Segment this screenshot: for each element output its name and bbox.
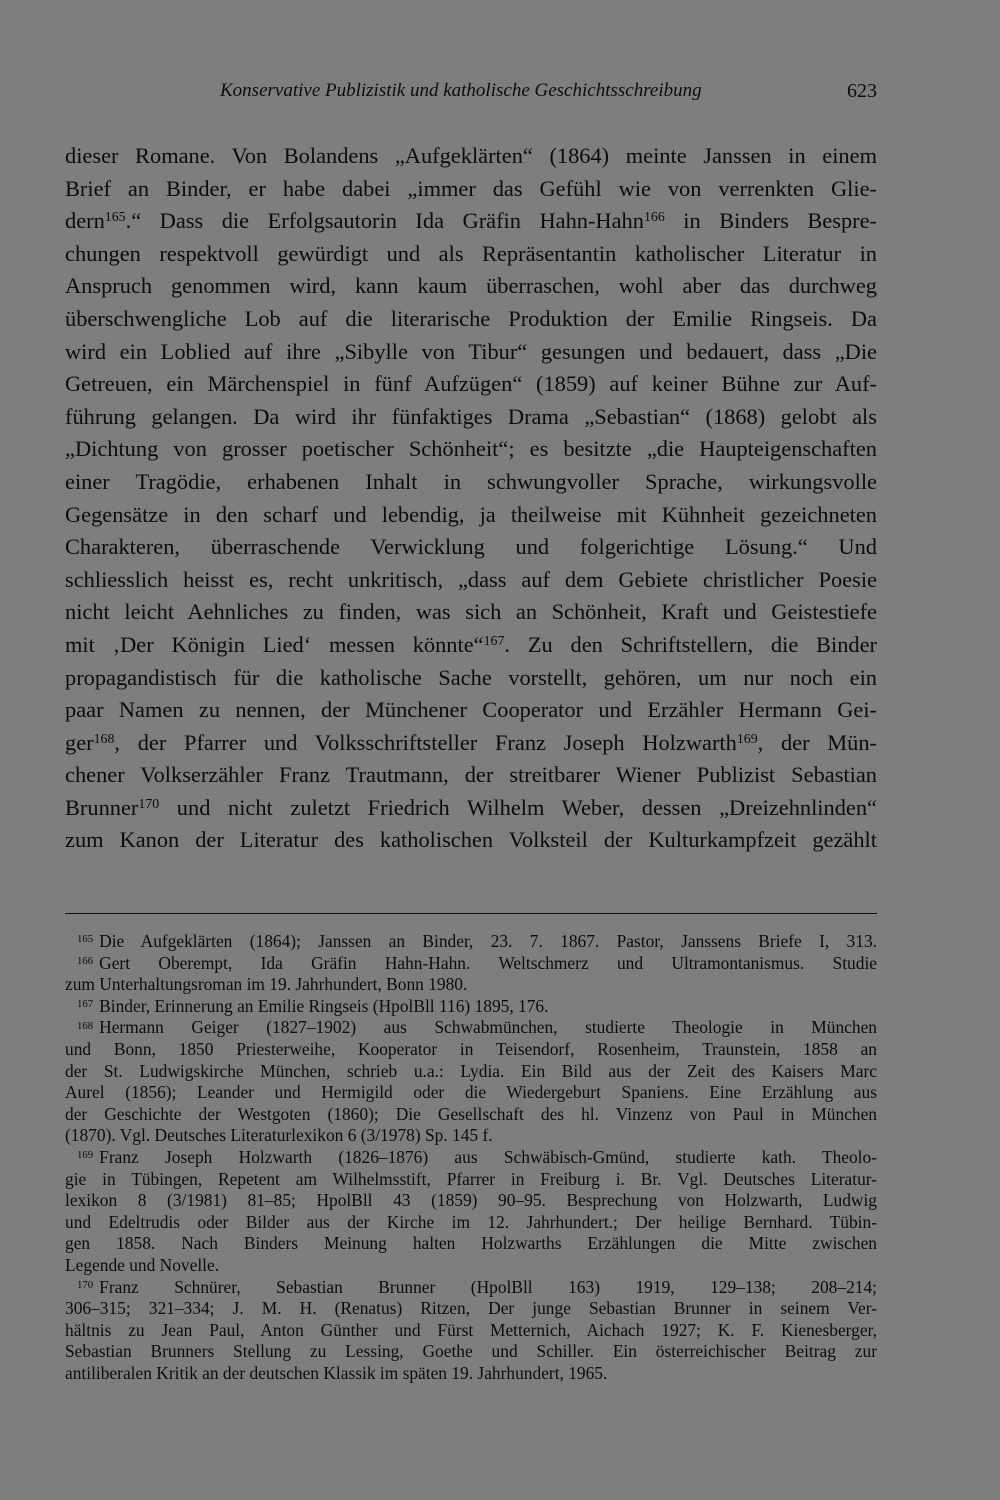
footnote-line: und Bonn, 1850 Priesterweihe, Kooperator in Teisendorf, Rosenheim, Traunstein, 1858 an: [65, 1038, 877, 1059]
footnote-line: $^{169}$ Franz Joseph Holzwarth (1826–1876) aus Schwäbisch-Gmünd, studierte kath. Theolo-: [77, 1146, 877, 1167]
footnote-line: gen 1858. Nach Binders Meinung halten Holzwarths Erzählungen die Mitte zwischen: [65, 1233, 877, 1254]
text-line: mit ‚Der Königin Lied‘ messen könnte“$^{167}$. Zu den Schriftstellern, die Binder: [65, 631, 877, 657]
text-line: schliesslich heisst es, recht unkritisch, „dass auf dem Gebiete christlicher Poesie: [65, 566, 877, 592]
footnote-line: $^{167}$ Binder, Erinnerung an Emilie Ringseis (HpolBll 116) 1895, 176.: [77, 995, 549, 1016]
text-line: „Dichtung von grosser poetischer Schönheit“; es besitzte „die Haupteigenschaften: [65, 436, 877, 462]
text-line: paar Namen zu nennen, der Münchener Cooperator und Erzähler Hermann Gei-: [65, 697, 877, 723]
footnote-line: antiliberalen Kritik an der deutschen Klassik im späten 19. Jahrhundert, 1965.: [65, 1362, 608, 1383]
text-line: ger$^{168}$, der Pfarrer und Volksschriftsteller Franz Joseph Holzwarth$^{169}$, der Mün-: [65, 729, 877, 755]
footnote-line: $^{168}$ Hermann Geiger (1827–1902) aus Schwabmünchen, studierte Theologie in München: [77, 1017, 877, 1038]
footnote-line: (1870). Vgl. Deutsches Literaturlexikon 6 (3/1978) Sp. 145 f.: [65, 1125, 493, 1146]
text-line: nicht leicht Aehnliches zu finden, was sich an Schönheit, Kraft und Geistestiefe: [65, 599, 877, 625]
footnotes: [65, 931, 877, 1384]
footnote-line: der Geschichte der Westgoten (1860); Die Gesellschaft des hl. Vinzenz von Paul in München: [65, 1103, 877, 1124]
text-line: Getreuen, ein Märchenspiel in fünf Aufzügen“ (1859) auf keiner Bühne zur Auf-: [65, 371, 877, 397]
text-line: einer Tragödie, erhabenen Inhalt in schwungvoller Sprache, wirkungsvolle: [65, 468, 877, 494]
footnote-line: der St. Ludwigskirche München, schrieb u.a.: Lydia. Ein Bild aus der Zeit des Kaisers Marc: [65, 1060, 877, 1081]
text-line: Brief an Binder, er habe dabei „immer das Gefühl wie von verrenkten Glie-: [65, 175, 877, 201]
text-line: führung gelangen. Da wird ihr fünfaktiges Drama „Sebastian“ (1868) gelobt als: [65, 403, 877, 429]
text-line: Gegensätze in den scharf und lebendig, ja theilweise mit Kühnheit gezeichneten: [65, 501, 877, 527]
footnote-separator-rule: [65, 913, 877, 914]
footnote-line: Legende und Novelle.: [65, 1254, 220, 1275]
text-line: Charakteren, überraschende Verwicklung und folgerichtige Lösung.“ Und: [65, 534, 877, 560]
text-line: Anspruch genommen wird, kann kaum überraschen, wohl aber das durchweg: [65, 273, 877, 299]
text-line: chungen respektvoll gewürdigt und als Repräsentantin katholischer Literatur in: [65, 240, 877, 266]
text-line: dieser Romane. Von Bolandens „Aufgeklärten“ (1864) meinte Janssen in einem: [65, 143, 877, 168]
footnote-line: hältnis zu Jean Paul, Anton Günther und Fürst Metternich, Aichach 1927; K. F. Kienesberger,: [65, 1319, 877, 1340]
text-line: dern$^{165}$.“ Dass die Erfolgsautorin Ida Gräfin Hahn-Hahn$^{166}$ in Binders Bespre-: [65, 208, 877, 234]
main-text: [65, 140, 877, 857]
page-number: 623: [847, 80, 877, 102]
text-line: zum Kanon der Literatur des katholischen Volksteil der Kulturkampfzeit gezählt: [65, 827, 877, 853]
footnote-line: gie in Tübingen, Repetent am Wilhelmsstift, Pfarrer in Freiburg i. Br. Vgl. Deutsches Literatur-: [65, 1168, 877, 1189]
text-line: Brunner$^{170}$ und nicht zuletzt Friedrich Wilhelm Weber, dessen „Dreizehnlinden“: [65, 794, 877, 820]
footnote-line: Sebastian Brunners Stellung zu Lessing, Goethe und Schiller. Ein österreichischer Beitrag zur: [65, 1341, 877, 1362]
footnote-line: $^{166}$ Gert Oberempt, Ida Gräfin Hahn-Hahn. Weltschmerz und Ultramontanismus. Studie: [77, 952, 877, 973]
footnote-line: $^{170}$ Franz Schnürer, Sebastian Brunner (HpolBll 163) 1919, 129–138; 208–214;: [77, 1276, 877, 1297]
text-line: propagandistisch für die katholische Sache vorstellt, gehören, um nur noch ein: [65, 664, 877, 690]
text-line: wird ein Loblied auf ihre „Sibylle von Tibur“ gesungen und bedauert, dass „Die: [65, 338, 877, 364]
footnote-line: lexikon 8 (3/1981) 81–85; HpolBll 43 (1859) 90–95. Besprechung von Holzwarth, Ludwig: [65, 1190, 877, 1211]
footnote-line: 306–315; 321–334; J. M. H. (Renatus) Ritzen, Der junge Sebastian Brunner in seinem Ver-: [65, 1298, 877, 1319]
footnote-line: $^{165}$ Die Aufgeklärten (1864); Janssen an Binder, 23. 7. 1867. Pastor, Janssens Briefe I, 313.: [77, 931, 877, 951]
footnote-line: und Edeltrudis oder Bilder aus der Kirche im 12. Jahrhundert.; Der heilige Bernhard. Tübin-: [65, 1211, 877, 1232]
footnote-line: zum Unterhaltungsroman im 19. Jahrhundert, Bonn 1980.: [65, 974, 468, 995]
running-head: [65, 80, 877, 108]
text-line: überschwengliche Lob auf die literarische Produktion der Emilie Ringseis. Da: [65, 305, 877, 331]
running-title: Konservative Publizistik und katholische Geschichtsschreibung: [220, 80, 702, 101]
footnote-line: Aurel (1856); Leander und Hermigild oder die Wiedergeburt Spaniens. Eine Erzählung aus: [65, 1082, 877, 1103]
text-line: chener Volkserzähler Franz Trautmann, der streitbarer Wiener Publizist Sebastian: [65, 762, 877, 788]
